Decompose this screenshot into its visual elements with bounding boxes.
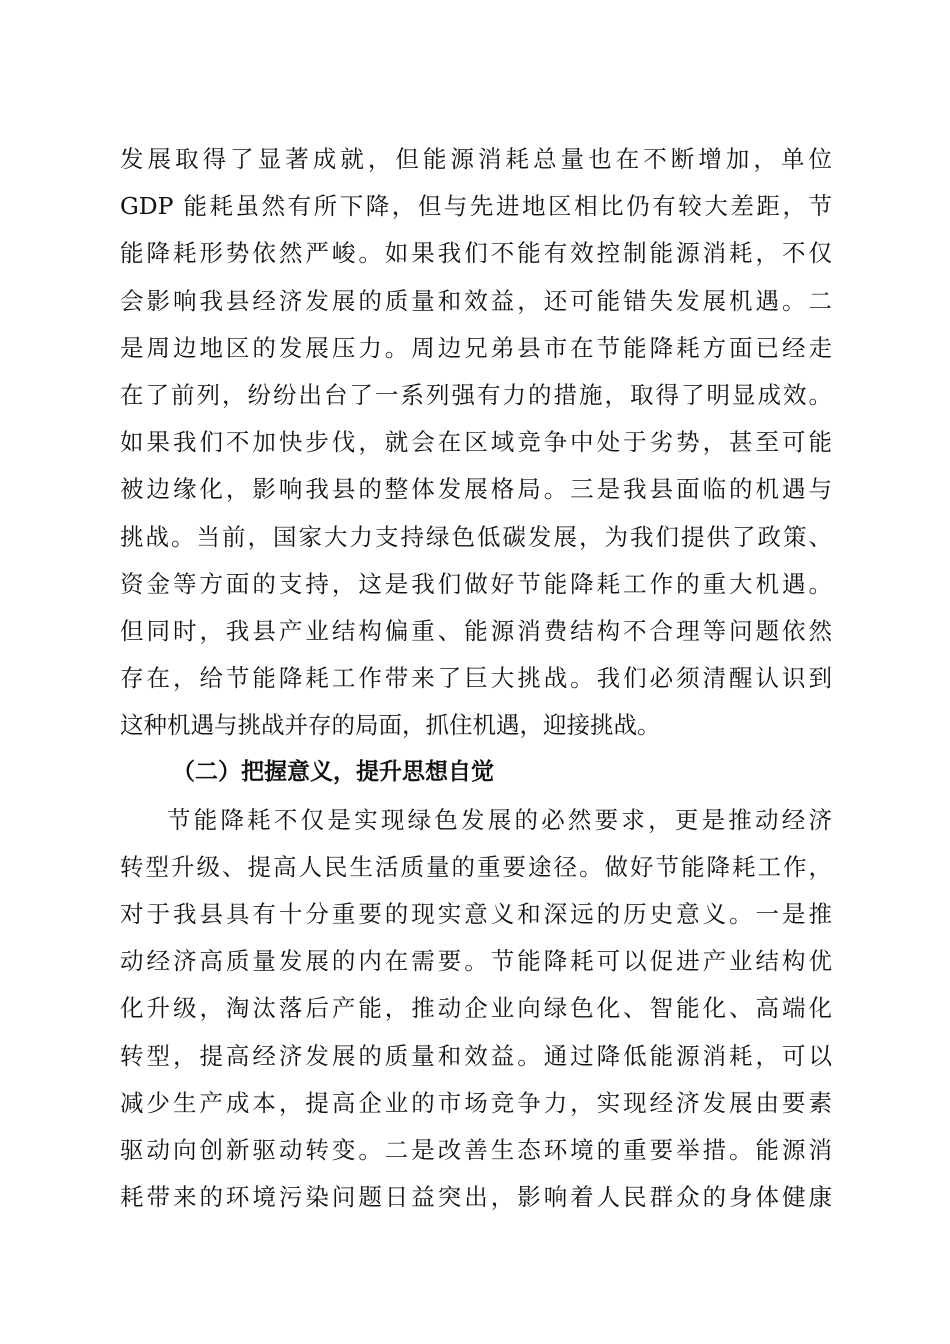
text-line: 节能降耗不仅是实现绿色发展的必然要求，更是推动经济 [167,805,832,834]
text-line: 会影响我县经济发展的质量和效益，还可能错失发展机遇。二 [120,286,832,315]
text-line: 如果我们不加快步伐，就会在区域竞争中处于劣势，甚至可能 [120,428,832,457]
text-line: 被边缘化，影响我县的整体发展格局。三是我县面临的机遇与 [120,475,832,504]
text-line: 驱动向创新驱动转变。二是改善生态环境的重要举措。能源消 [120,1135,832,1164]
text-line: 发展取得了显著成就，但能源消耗总量也在不断增加，单位 [120,145,832,173]
text-line: 存在，给节能降耗工作带来了巨大挑战。我们必须清醒认识到 [120,664,832,693]
text-line: GDP 能耗虽然有所下降，但与先进地区相比仍有较大差距，节 [120,192,832,221]
document-body [120,136,832,1221]
text-line: 转型升级、提高人民生活质量的重要途径。做好节能降耗工作， [120,852,832,881]
text-line: 但同时，我县产业结构偏重、能源消费结构不合理等问题依然 [120,616,832,645]
text-line: 对于我县具有十分重要的现实意义和深远的历史意义。一是推 [120,900,832,928]
text-line: 耗带来的环境污染问题日益突出，影响着人民群众的身体健康 [120,1183,832,1212]
text-line: 在了前列，纷纷出台了一系列强有力的措施，取得了明显成效。 [120,380,832,409]
text-line: 转型，提高经济发展的质量和效益。通过降低能源消耗，可以 [120,1041,832,1070]
section-heading: （二）把握意义，提升思想自觉 [172,759,494,786]
text-line: 化升级，淘汰落后产能，推动企业向绿色化、智能化、高端化 [120,994,832,1023]
text-line: 是周边地区的发展压力。周边兄弟县市在节能降耗方面已经走 [120,333,832,362]
paragraph [120,797,832,1222]
text-line: 动经济高质量发展的内在需要。节能降耗可以促进产业结构优 [120,947,832,976]
text-line: 这种机遇与挑战并存的局面，抓住机遇，迎接挑战。 [120,711,661,740]
text-line: 减少生产成本，提高企业的市场竞争力，实现经济发展由要素 [120,1088,832,1117]
text-line: 能降耗形势依然严峻。如果我们不能有效控制能源消耗，不仅 [120,239,832,268]
text-line: 资金等方面的支持，这是我们做好节能降耗工作的重大机遇。 [120,569,832,598]
text-line: 挑战。当前，国家大力支持绿色低碳发展，为我们提供了政策、 [120,522,832,551]
paragraph-continued [120,136,832,749]
